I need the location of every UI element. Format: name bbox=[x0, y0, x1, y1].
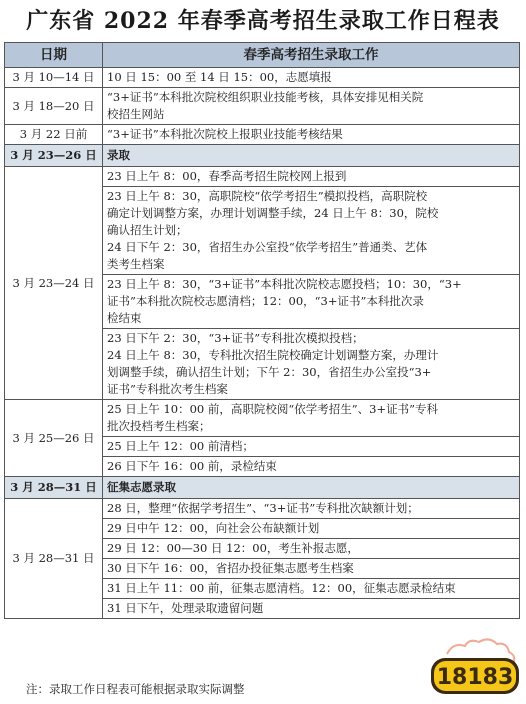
table-row bbox=[5, 499, 520, 519]
18183-logo-icon bbox=[427, 636, 523, 698]
content-line: 31 日上午 11：00 前，征集志愿清档。12：00，征集志愿录检结束 bbox=[107, 581, 456, 595]
table-row bbox=[5, 125, 520, 145]
schedule-date: 3 月 25—26 日 bbox=[5, 400, 103, 477]
content-line: 10 日 15：00 至 14 日 15：00，志愿填报 bbox=[107, 70, 332, 84]
content-line: 确定计划调整方案，办理计划调整手续，24 日上午 8：30，院校 bbox=[107, 206, 439, 220]
content-line: 检结束 bbox=[107, 311, 142, 325]
header-date: 日期 bbox=[5, 43, 103, 68]
content-line: “3+证书”本科批次院校上报职业技能考核结果 bbox=[107, 127, 343, 141]
content-line: 证书”专科批次考生档案 bbox=[107, 382, 228, 396]
content-line: 23 日上午 8：30，高职院校“依学考招生”模拟投档，高职院校 bbox=[107, 189, 428, 203]
content-line: 24 日下午 2：30，省招生办公室投“依学考招生”普通类、艺体 bbox=[107, 240, 428, 254]
schedule-content bbox=[103, 599, 520, 619]
schedule-content bbox=[103, 125, 520, 145]
schedule-content bbox=[103, 457, 520, 477]
content-line: 29 日中午 12：00，向社会公布缺额计划 bbox=[107, 521, 320, 535]
schedule-content bbox=[103, 167, 520, 187]
content-line: 批次投档考生档案； bbox=[107, 419, 211, 433]
schedule-content bbox=[103, 275, 520, 329]
schedule-date: 3 月 23—24 日 bbox=[5, 167, 103, 400]
section-label: 录取 bbox=[103, 145, 520, 167]
schedule-date: 3 月 22 日前 bbox=[5, 125, 103, 145]
content-line: 29 日 12：00—30 日 12：00，考生补报志愿， bbox=[107, 541, 359, 555]
schedule-content bbox=[103, 88, 520, 125]
content-line: 30 日下午 16：00，省招办投征集志愿考生档案 bbox=[107, 561, 354, 575]
schedule-date: 3 月 28—31 日 bbox=[5, 499, 103, 619]
schedule-content bbox=[103, 519, 520, 539]
content-line: 31 日下午，处理录取遗留问题 bbox=[107, 601, 264, 615]
table-header-row bbox=[5, 43, 520, 68]
content-line: “3+证书”本科批次院校组织职业技能考核，具体安排见相关院 bbox=[107, 90, 424, 104]
logo-text: 18183 bbox=[436, 665, 514, 690]
schedule-date: 3 月 23—26 日 bbox=[5, 145, 103, 167]
section-band-row bbox=[5, 477, 520, 499]
schedule-content bbox=[103, 437, 520, 457]
content-line: 23 日下午 2：30，“3+证书”专科批次模拟投档； bbox=[107, 331, 364, 345]
schedule-content bbox=[103, 187, 520, 275]
schedule-content bbox=[103, 539, 520, 559]
content-line: 证书”本科批次院校志愿清档；12：00，“3+证书”本科批次录 bbox=[107, 294, 424, 308]
schedule-content bbox=[103, 559, 520, 579]
schedule-table bbox=[4, 42, 520, 619]
content-line: 确认招生计划； bbox=[107, 223, 188, 237]
content-line: 类考生档案 bbox=[107, 257, 165, 271]
content-line: 26 日下午 16：00 前，录检结束 bbox=[107, 459, 277, 473]
content-line: 24 日上午 8：30，专科批次招生院校确定计划调整方案，办理计 bbox=[107, 348, 439, 362]
table-row bbox=[5, 68, 520, 88]
schedule-content bbox=[103, 579, 520, 599]
content-line: 划调整手续，确认招生计划；下午 2：30，省招生办公室投“3+ bbox=[107, 365, 432, 379]
schedule-body bbox=[5, 68, 520, 619]
table-row bbox=[5, 167, 520, 187]
section-band-row bbox=[5, 145, 520, 167]
content-line: 校招生网站 bbox=[107, 107, 165, 121]
content-line: 23 日上午 8：00，春季高考招生院校网上报到 bbox=[107, 169, 347, 183]
schedule-content bbox=[103, 499, 520, 519]
footnote: 注：录取工作日程表可能根据录取实际调整 bbox=[26, 682, 245, 696]
schedule-date: 3 月 18—20 日 bbox=[5, 88, 103, 125]
schedule-content bbox=[103, 400, 520, 437]
schedule-content bbox=[103, 329, 520, 400]
header-content: 春季高考招生录取工作 bbox=[103, 43, 520, 68]
content-line: 23 日上午 8：30，“3+证书”本科批次院校志愿投档；10：30，“3+ bbox=[107, 277, 462, 291]
schedule-content bbox=[103, 68, 520, 88]
content-line: 25 日上午 12：00 前清档； bbox=[107, 439, 254, 453]
section-label: 征集志愿录取 bbox=[103, 477, 520, 499]
page-title: 广东省 2022 年春季高考招生录取工作日程表 bbox=[26, 8, 500, 34]
content-line: 25 日上午 10：00 前，高职院校阅“依学考招生”、3+证书”专科 bbox=[107, 402, 438, 416]
table-row bbox=[5, 400, 520, 437]
schedule-date: 3 月 10—14 日 bbox=[5, 68, 103, 88]
content-line: 28 日，整理“依据学考招生”、“3+证书”专科批次缺额计划； bbox=[107, 501, 419, 515]
table-row bbox=[5, 88, 520, 125]
schedule-date: 3 月 28—31 日 bbox=[5, 477, 103, 499]
